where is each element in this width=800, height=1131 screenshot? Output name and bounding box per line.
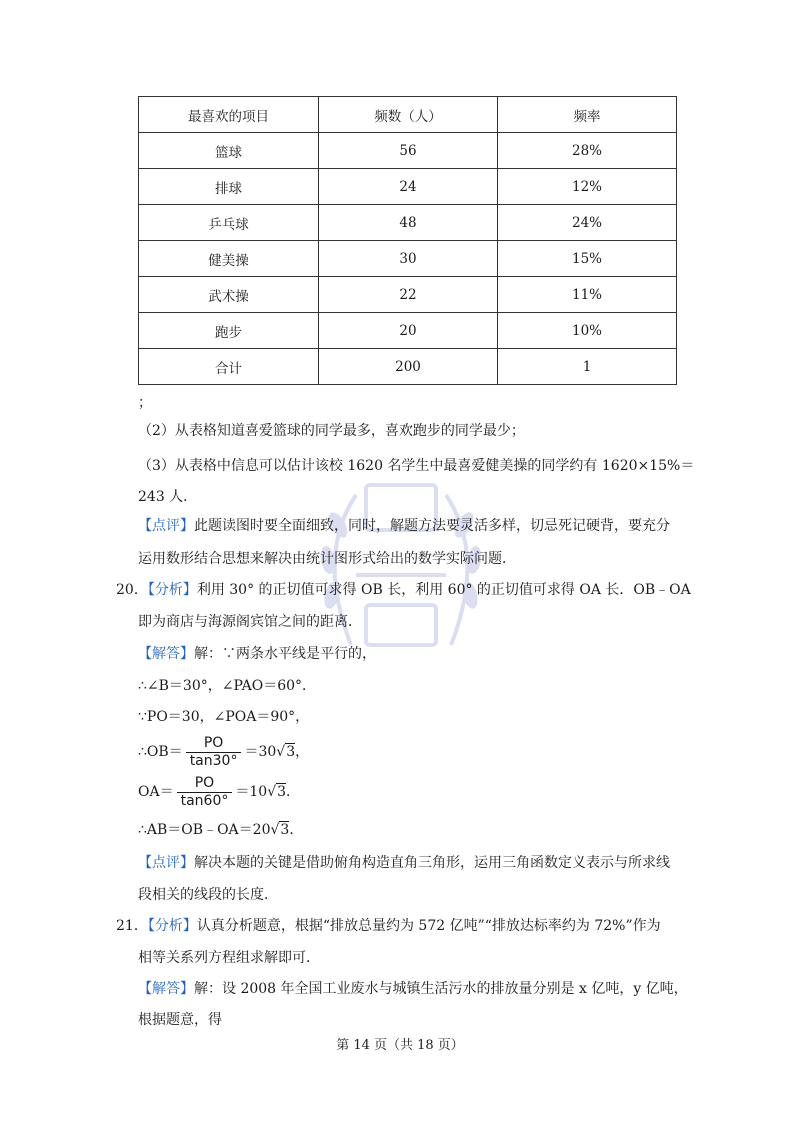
table-cell: 30 [319, 241, 498, 277]
comment-tag: 【点评】 [138, 855, 194, 871]
analysis-text: 利用 30° 的正切值可求得 OB 长，利用 60° 的正切值可求得 OA 长．OB﹣OA [196, 582, 691, 598]
fraction-denominator: tan60° [180, 792, 229, 809]
radicand: 3 [286, 744, 296, 760]
table-cell: 合计 [139, 349, 319, 385]
q21-answer-line1 [138, 979, 688, 999]
question-number: 20． [116, 582, 148, 598]
table-row [139, 169, 677, 205]
sqrt-icon: √ [267, 784, 277, 800]
sqrt-icon: √ [276, 744, 286, 760]
fraction [186, 735, 242, 770]
q20-answer-intro [138, 644, 376, 664]
table-cell: 武术操 [139, 277, 319, 313]
q21-answer-line2: 根据题意，得 [138, 1012, 222, 1028]
q20-analysis-line1 [116, 580, 691, 600]
q20-comment-line1 [138, 853, 670, 873]
table-cell: 跑步 [139, 313, 319, 349]
table-cell: 28% [498, 133, 677, 169]
equation-rhs: ＝30 [244, 744, 277, 760]
table-cell: 24 [319, 169, 498, 205]
fraction-numerator: PO [186, 735, 242, 753]
page-footer: 第 14 页（共 18 页） [336, 1038, 464, 1053]
fraction-denominator: tan30° [189, 752, 238, 769]
punctuation: ． [286, 784, 301, 800]
q21-analysis-line1 [116, 916, 661, 936]
answer-tag: 【解答】 [138, 646, 194, 662]
table-header-cell: 最喜欢的项目 [139, 97, 319, 133]
table-cell: 22 [319, 277, 498, 313]
sqrt-icon: √ [270, 822, 280, 838]
q19-part2: （2）从表格知道喜爱篮球的同学最多，喜欢跑步的同学最少； [138, 423, 525, 439]
radicand: 3 [280, 822, 290, 838]
table-cell: 200 [319, 349, 498, 385]
fraction-numerator: PO [177, 775, 233, 793]
table-cell: 15% [498, 241, 677, 277]
answer-text: 解：设 2008 年全国工业废水与城镇生活污水的排放量分别是 x 亿吨，y 亿吨， [194, 981, 688, 997]
table-row [139, 133, 677, 169]
equation-lhs: ∴AB＝OB﹣OA＝20 [138, 822, 271, 838]
q20-comment-line2: 段相关的线段的长度． [138, 887, 278, 903]
q20-step2: ∵PO＝30，∠POA＝90°， [138, 709, 310, 725]
table-cell: 12% [498, 169, 677, 205]
analysis-tag: 【分析】 [147, 582, 197, 598]
table-cell: 1 [498, 349, 677, 385]
answer-tag: 【解答】 [138, 981, 194, 997]
semicolon: ； [138, 395, 152, 411]
table-row [139, 277, 677, 313]
q20-step5 [138, 820, 303, 840]
comment-text: 此题读图时要全面细致，同时，解题方法要灵活多样，切忌死记硬背，要充分 [194, 518, 670, 534]
q21-analysis-line2: 相等关系列方程组求解即可． [138, 950, 320, 966]
table-header-row [139, 97, 677, 133]
equation-lhs: OA＝ [138, 784, 174, 800]
table-cell: 篮球 [139, 133, 319, 169]
punctuation: ， [295, 744, 310, 760]
question-number: 21． [116, 918, 148, 934]
table-row [139, 241, 677, 277]
table-row [139, 349, 677, 385]
table-cell: 24% [498, 205, 677, 241]
table-header-cell: 频数（人） [319, 97, 498, 133]
table-cell: 11% [498, 277, 677, 313]
q19-part3-line1: （3）从表格中信息可以估计该校 1620 名学生中最喜爱健美操的同学约有 1620×15%＝ [138, 458, 695, 474]
table-cell: 20 [319, 313, 498, 349]
comment-text: 解决本题的关键是借助俯角构造直角三角形，运用三角函数定义表示与所求线 [194, 855, 670, 871]
answer-text: 解：∵两条水平线是平行的， [194, 646, 376, 662]
table-header-cell: 频率 [498, 97, 677, 133]
table-cell: 健美操 [139, 241, 319, 277]
table-cell: 56 [319, 133, 498, 169]
equation-rhs: ＝10 [235, 784, 268, 800]
q20-step3 [138, 734, 309, 770]
q19-part3-line2: 243 人． [138, 489, 198, 505]
table-cell: 乒乓球 [139, 205, 319, 241]
table-cell: 48 [319, 205, 498, 241]
table-row [139, 205, 677, 241]
q19-comment-line1 [138, 516, 670, 536]
analysis-tag: 【分析】 [147, 918, 197, 934]
q20-analysis-line2: 即为商店与海源阁宾馆之间的距离． [138, 614, 362, 630]
table-row [139, 313, 677, 349]
punctuation: ． [289, 822, 304, 838]
equation-lhs: ∴OB＝ [138, 744, 183, 760]
table-cell: 10% [498, 313, 677, 349]
q19-comment-line2: 运用数形结合思想来解决由统计图形式给出的数学实际问题． [138, 551, 516, 567]
fraction [177, 775, 233, 810]
comment-tag: 【点评】 [138, 518, 194, 534]
radicand: 3 [277, 784, 287, 800]
frequency-table [138, 96, 677, 385]
analysis-text: 认真分析题意，根据“排放总量约为 572 亿吨”“排放达标率约为 72%”作为 [196, 918, 661, 934]
q20-step4 [138, 774, 300, 810]
table-cell: 排球 [139, 169, 319, 205]
q20-step1: ∴∠B＝30°，∠PAO＝60°． [138, 678, 317, 694]
